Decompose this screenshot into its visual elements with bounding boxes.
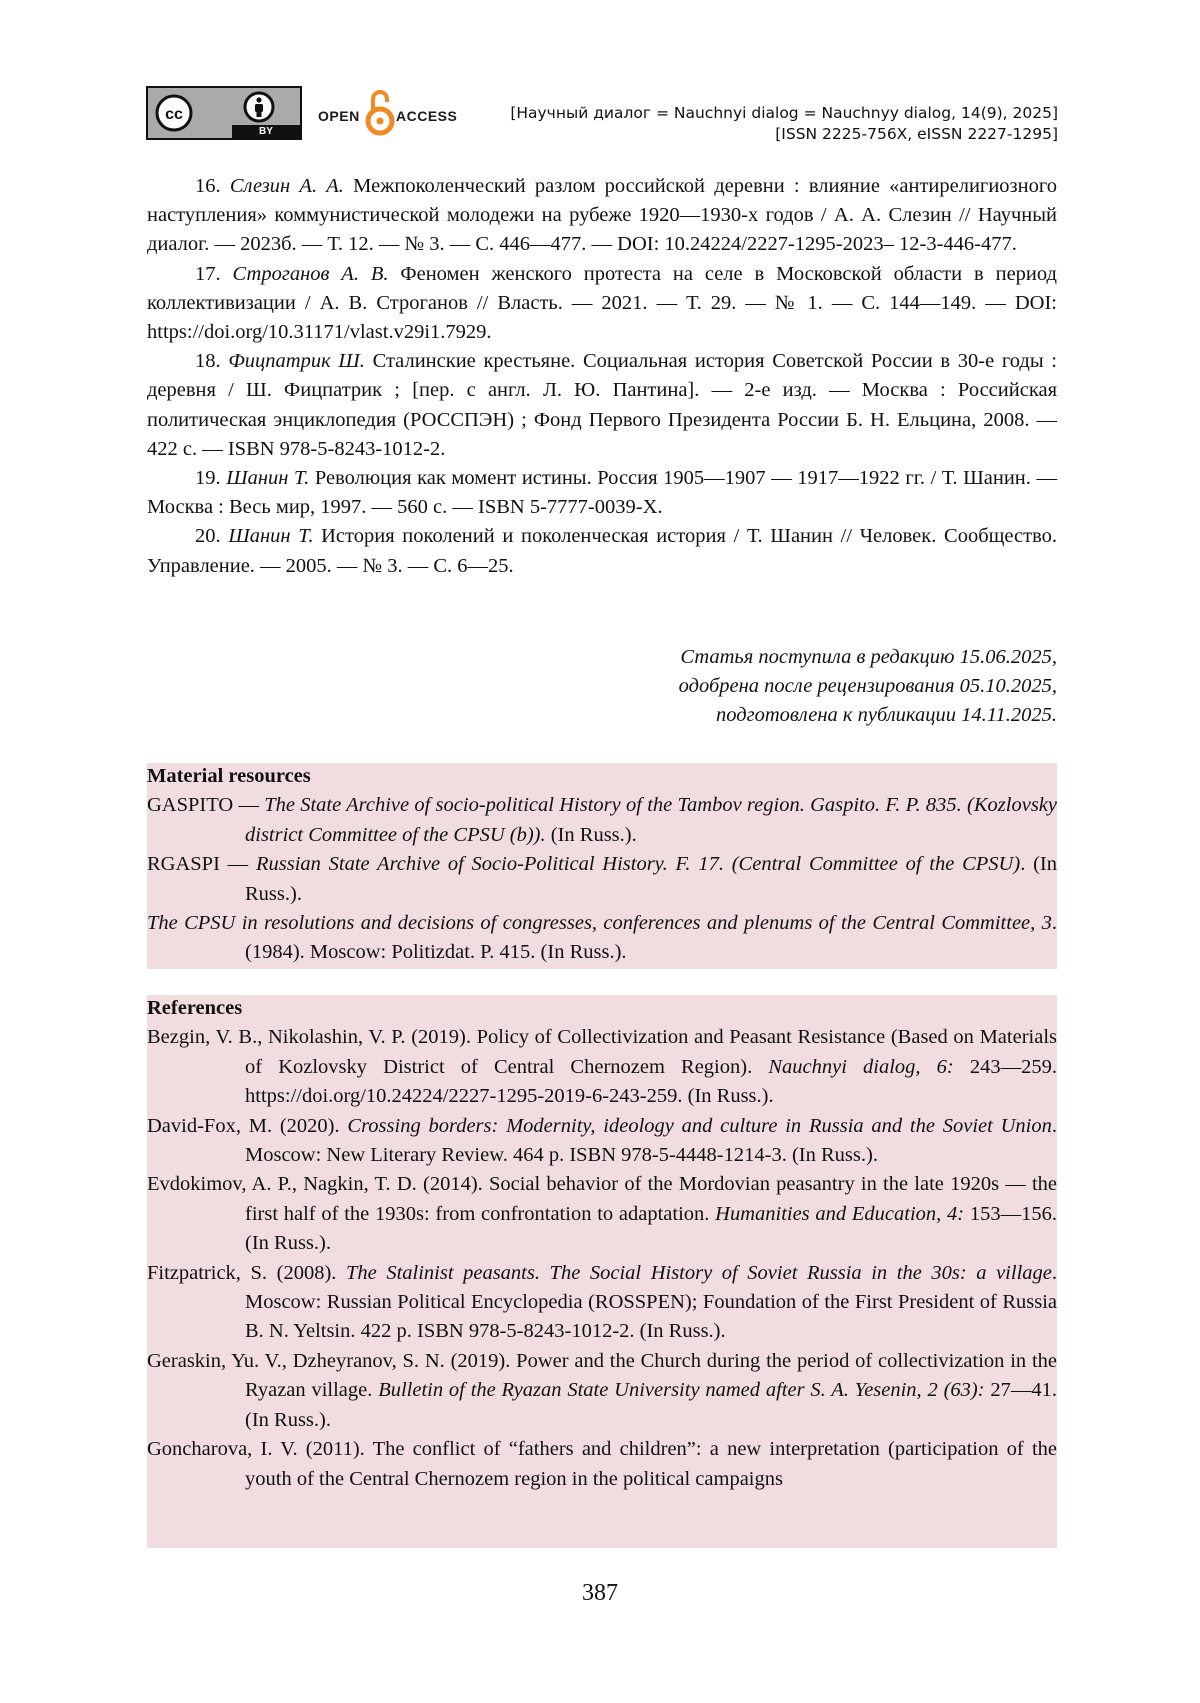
reference-item-en — [147, 1112, 1057, 1171]
reference-number: 16. — [195, 175, 221, 197]
approved-date: одобрена после рецензирования 05.10.2025, — [678, 675, 1057, 698]
reference-item-en — [147, 1023, 1057, 1111]
reference-tail: 153—156. (In Russ.). — [245, 1202, 1057, 1255]
prepared-date: подготовлена к публикации 14.11.2025. — [715, 704, 1057, 727]
reference-body: Evdokimov, A. P., Nagkin, T. D. (2014). Social behavior of the Mordovian peasantry in the late 1920s — the first half of the 1930s: from confrontation to adaptation. — [147, 1173, 1057, 1225]
reference-text: Межпоколенческий разлом российской деревни : влияние «антирелигиозного наступления» коммунистической молодежи на рубеже 1920—1930-х годов / А. А. Слезин // Научный диалог. — 2023б. — Т. 12. — № 3. — С. 446—477. — DOI: 10.24224/2227-1295-2023– 12-3-446-477. — [147, 175, 1058, 256]
reference-number: 17. — [195, 262, 221, 285]
material-title: Russian State Archive of Socio-Political History. F. 17. (Central Committee of the CPSU) — [255, 853, 1021, 876]
reference-tail: . Moscow: Russian Political Encyclopedia (ROSSPEN); Foundation of the First President of Russia B. N. Yeltsin. 422 p. ISBN 978-5-8243-1012-2. (In Russ.). — [245, 1261, 1057, 1343]
reference-text: Революция как момент истины. Россия 1905—1907 — 1917—1922 гг. / Т. Шанин. — Москва : Весь мир, 1997. — 560 с. — ISBN 5-7777-0039-X. — [147, 467, 1057, 519]
material-source: GASPITO — — [147, 794, 265, 817]
reference-item — [147, 172, 1057, 260]
reference-body: Bezgin, V. B., Nikolashin, V. P. (2019). Policy of Collectivization and Peasant Resistance (Based on Materials of Kozlovsky District of Central Chernozem Region). — [147, 1026, 1057, 1078]
reference-tail: 27—41. (In Russ.). — [245, 1379, 1058, 1431]
material-note: . (In Russ.). — [245, 853, 1057, 905]
reference-author: Строганов А. В. — [232, 262, 389, 285]
open-access-word-access: ACCESS — [396, 108, 458, 124]
reference-body: David-Fox, M. (2020). — [147, 1114, 348, 1137]
reference-text: Сталинские крестьяне. Социальная история Советской России в 30-е годы : деревня / Ш. Фицпатрик ; [пер. с англ. Л. Ю. Пантина]. — 2-е изд. — Москва : Российская политическая энциклопедия (РОССПЭН) ; Фонд Первого Президента России Б. Н. Ельцина, 2008. — 422 с. — ISBN 978-5-8243-1012-2. — [147, 350, 1058, 460]
reference-body: Geraskin, Yu. V., Dzheyranov, S. N. (2019). Power and the Church during the period of collectivization in the Ryazan village. — [147, 1349, 1057, 1402]
reference-number: 20. — [195, 525, 221, 548]
reference-item — [147, 522, 1057, 580]
attribution-person-icon — [242, 90, 276, 124]
submission-dates — [679, 643, 1057, 731]
cc-by-license-badge — [146, 86, 302, 140]
material-item — [147, 909, 1057, 968]
reference-tail: . Moscow: New Literary Review. 464 p. ISBN 978-5-4448-1214-3. (In Russ.). — [245, 1114, 1057, 1167]
reference-source: Crossing borders: Modernity, ideology and culture in Russia and the Soviet Union — [347, 1114, 1052, 1137]
page-number: 387 — [582, 1580, 618, 1606]
reference-item-en — [147, 1259, 1057, 1347]
reference-author: Слезин А. А. — [229, 175, 344, 197]
reference-item — [147, 260, 1057, 348]
reference-author: Фицпатрик Ш. — [228, 350, 365, 373]
license-label: BY — [259, 126, 273, 137]
material-item — [147, 791, 1057, 850]
material-item — [147, 850, 1057, 909]
open-access-word-open: OPEN — [318, 108, 360, 124]
reference-number: 19. — [195, 467, 221, 490]
open-access-logo — [318, 86, 458, 140]
references-heading: References — [147, 997, 243, 1019]
material-note: (In Russ.). — [545, 823, 637, 846]
reference-text: Феномен женского протеста на селе в Московской области в период коллективизации / А. В. Строганов // Власть. — 2021. — Т. 29. — № 1. — С. 144—149. — DOI: https://doi.org/10.31171/vlast.v29i1.7929. — [147, 262, 1057, 344]
reference-author: Шанин Т. — [228, 525, 314, 548]
material-note: . (1984). Moscow: Politizdat. P. 415. (In Russ.). — [245, 912, 1057, 964]
reference-body: Goncharova, I. V. (2011). The conflict of “fathers and children”: a new interpretation (participation of the youth of the Central Chernozem region in the political campaigns — [147, 1438, 1057, 1490]
reference-author: Шанин Т. — [226, 467, 310, 490]
svg-text:cc: cc — [165, 106, 183, 123]
references-section — [147, 994, 1057, 1494]
issn-line: [ISSN 2225-756X, eISSN 2227-1295] — [775, 125, 1058, 143]
reference-source: Bulletin of the Ryazan State University named after S. A. Yesenin, 2 (63): — [378, 1379, 985, 1402]
reference-item-en — [147, 1435, 1057, 1494]
reference-tail: 243—259. https://doi.org/10.24224/2227-1295-2019-6-243-259. (In Russ.). — [245, 1055, 1057, 1108]
received-date: Статья поступила в редакцию 15.06.2025, — [680, 646, 1057, 668]
reference-text: История поколений и поколенческая история / Т. Шанин // Человек. Сообщество. Управление. — 2005. — № 3. — С. 6—25. — [147, 525, 1057, 577]
russian-reference-list — [147, 172, 1057, 581]
material-title: The CPSU in resolutions and decisions of congresses, conferences and plenums of the Central Committee, 3 — [147, 912, 1052, 935]
reference-number: 18. — [195, 350, 221, 373]
reference-item-en — [147, 1170, 1057, 1258]
reference-item — [147, 464, 1057, 522]
material-source: RGASPI — — [147, 853, 256, 876]
reference-body: Fitzpatrick, S. (2008). — [147, 1261, 346, 1284]
material-resources-section — [147, 762, 1057, 968]
reference-source: The Stalinist peasants. The Social History of Soviet Russia in the 30s: a village — [345, 1261, 1052, 1284]
reference-item — [147, 347, 1057, 464]
reference-source: Humanities and Education, 4: — [715, 1202, 965, 1225]
open-access-lock-icon — [365, 86, 395, 138]
journal-citation: [Научный диалог = Nauchnyi dialog = Nauchnyy dialog, 14(9), 2025] — [510, 104, 1058, 122]
reference-item-en — [147, 1347, 1057, 1435]
creative-commons-icon — [154, 93, 194, 133]
material-title: The State Archive of socio-political History of the Tambov region. Gaspito. F. P. 835. (Kozlovsky district Committee of the CPSU (b)). — [245, 794, 1057, 846]
reference-source: Nauchnyi dialog, 6: — [768, 1055, 954, 1078]
material-resources-heading: Material resources — [147, 765, 311, 787]
